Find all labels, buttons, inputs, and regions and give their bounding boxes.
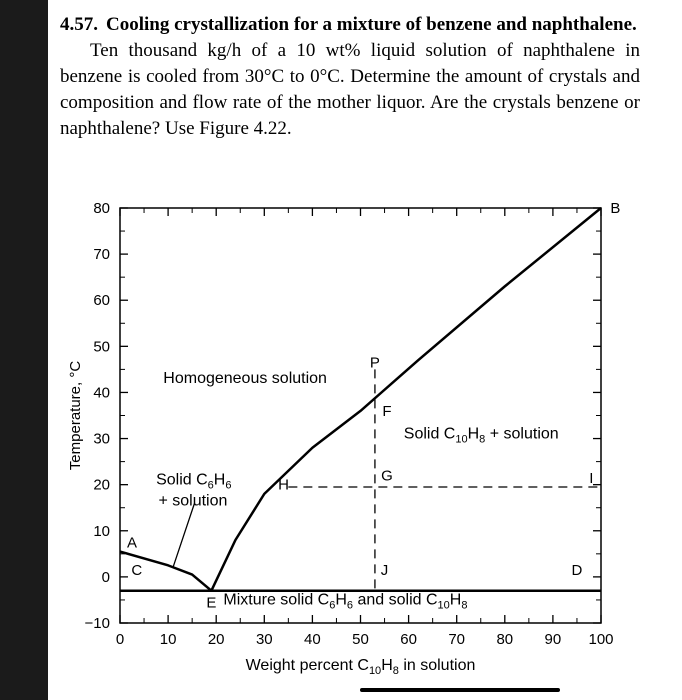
bottom-scroll-indicator xyxy=(360,688,560,692)
x-tick-label: 20 xyxy=(207,631,225,648)
x-tick-label: 100 xyxy=(588,631,614,648)
x-tick-label: 50 xyxy=(352,631,369,648)
point-label-f: F xyxy=(382,402,392,420)
region-label-solid-c10h8: Solid $C_{10}H_8$ + solution xyxy=(403,425,559,446)
y-tick-label: 30 xyxy=(93,430,110,448)
problem-heading xyxy=(60,12,640,38)
problem-block xyxy=(60,12,640,142)
liquidus-naphthalene-curve xyxy=(211,208,601,591)
point-label-b: B xyxy=(610,200,621,217)
point-label-j: J xyxy=(380,561,389,579)
phase-diagram-chart xyxy=(48,185,682,685)
left-frame-border xyxy=(0,0,48,700)
x-tick-label: 10 xyxy=(159,631,177,648)
y-tick-label: −10 xyxy=(84,615,110,632)
point-label-h: H xyxy=(278,476,289,494)
x-tick-label: 40 xyxy=(304,631,321,648)
point-label-p: P xyxy=(369,354,380,372)
region-label-solution: + solution xyxy=(158,492,228,510)
x-tick-label: 0 xyxy=(115,631,125,648)
y-tick-label: 80 xyxy=(93,200,110,217)
y-tick-label: 10 xyxy=(93,522,110,540)
y-axis-label: Temperature, °C xyxy=(67,360,84,471)
point-label-d: D xyxy=(571,561,583,579)
x-tick-label: 30 xyxy=(255,631,273,648)
point-label-a: A xyxy=(127,534,138,552)
region-label-homogeneous: Homogeneous solution xyxy=(163,370,327,388)
y-tick-label: 70 xyxy=(93,246,110,264)
point-label-c: C xyxy=(131,561,143,579)
y-tick-label: 50 xyxy=(93,338,110,356)
x-tick-label: 70 xyxy=(448,631,466,648)
problem-number: 4.57. xyxy=(60,14,98,35)
problem-title: Cooling crystallization for a mixture of benzene and naphthalene. xyxy=(106,14,637,35)
y-tick-label: 60 xyxy=(93,292,110,310)
phase-diagram-figure xyxy=(48,185,682,685)
y-tick-label: 0 xyxy=(101,568,110,586)
x-tick-label: 60 xyxy=(400,631,417,648)
document-page xyxy=(48,0,682,700)
region-label-eutectic-mixture: Mixture solid $C_6H_6$ and solid $C_{10}H_8$ xyxy=(223,591,468,612)
plot-frame xyxy=(120,208,601,623)
point-label-g: G xyxy=(381,467,393,485)
point-label-e: E xyxy=(206,594,217,612)
region-label-solid-c6h6: Solid $C_6H_6$ xyxy=(156,471,232,492)
x-tick-label: 80 xyxy=(496,631,514,648)
x-axis-label: Weight percent $C_{10}H_8$ in solution xyxy=(245,657,476,677)
problem-statement: Ten thousand kg/h of a 10 wt% liquid solution of naphthalene in benzene is cooled from 30°C to 0°C. Determine the amount of crystals and composition and flow rate of the mother liquor. Are the crystals benzene or naphthalene? Use Figure 4.22. xyxy=(60,40,640,139)
y-tick-label: 20 xyxy=(93,476,110,494)
y-tick-label: 40 xyxy=(93,384,110,402)
label-leader-line xyxy=(173,503,195,568)
x-tick-label: 90 xyxy=(544,631,562,648)
point-label-i: I xyxy=(589,469,594,487)
